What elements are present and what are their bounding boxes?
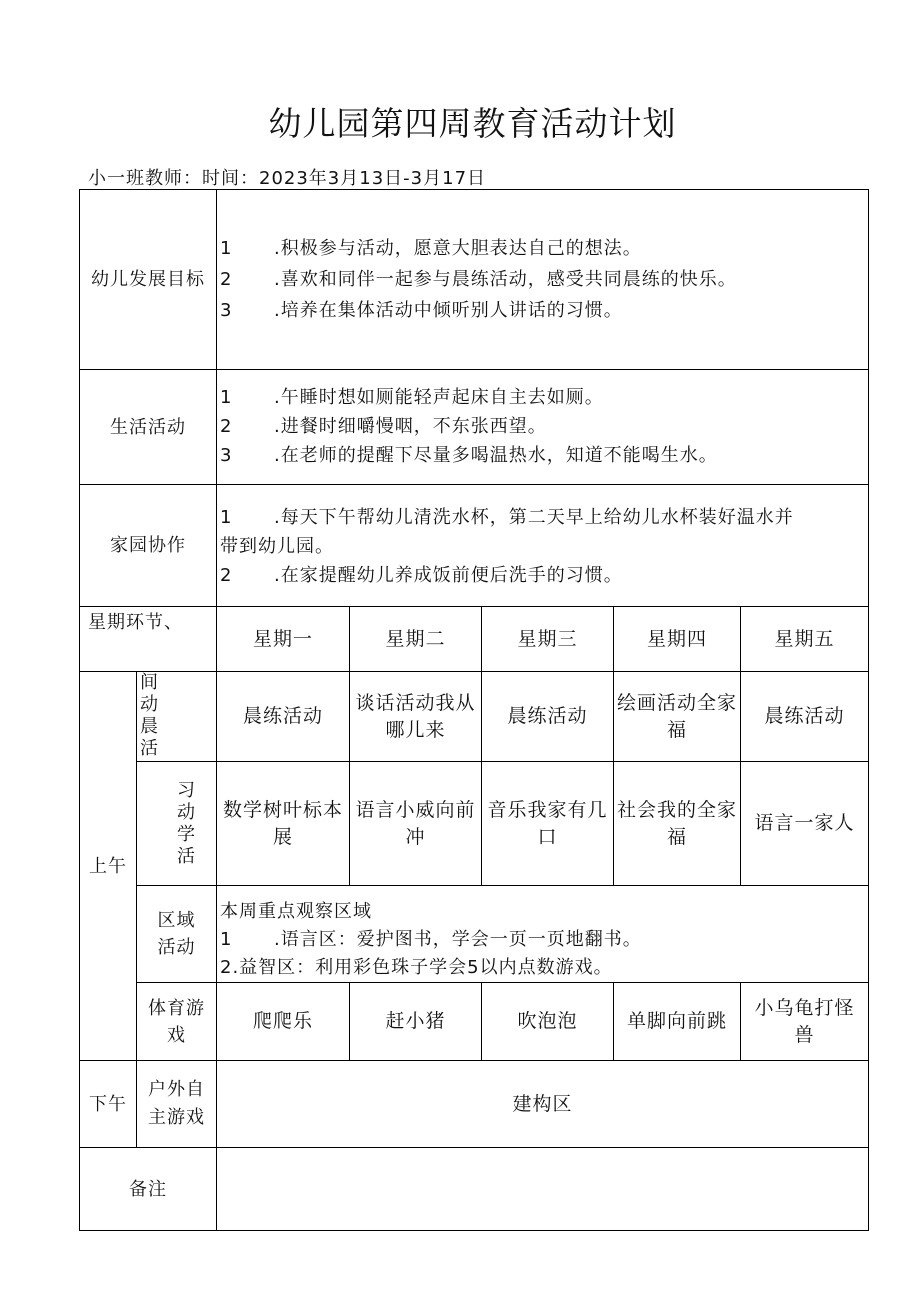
schedule-cell: 音乐我家有几口 <box>487 798 608 848</box>
afternoon-label: 下午 <box>89 1093 127 1115</box>
day-header: 星期一 <box>252 627 313 650</box>
notes-content <box>217 1148 868 1230</box>
home-list <box>220 503 794 590</box>
morning-label: 上午 <box>89 855 127 877</box>
area-heading: 本周重点观察区域 <box>220 901 372 922</box>
row-divider <box>136 885 869 886</box>
learning-activity-label <box>177 780 195 868</box>
list-item <box>220 441 718 470</box>
schedule-cell: 社会我的全家福 <box>616 798 737 848</box>
table-border-right <box>868 189 869 1231</box>
list-item <box>220 295 737 326</box>
schedule-cell: 晨练活动 <box>242 705 323 727</box>
list-item <box>220 412 718 441</box>
item-number: 2 <box>220 416 233 437</box>
life-label: 生活活动 <box>110 416 186 438</box>
item-number: 1 <box>220 507 233 528</box>
list-item <box>220 233 737 264</box>
schedule-cell: 绘画活动全家福 <box>616 691 737 741</box>
list-item: 2.益智区：利用彩色珠子学会5以内点数游戏。 <box>220 957 613 978</box>
schedule-cell: 数学树叶标本展 <box>222 798 343 848</box>
item-number: 3 <box>220 445 233 466</box>
morning-exercise-label <box>140 672 158 760</box>
life-list <box>220 383 718 470</box>
item-number: 1 <box>220 929 233 950</box>
item-text: .进餐时细嚼慢咽，不东张西望。 <box>274 416 547 437</box>
item-text: .积极参与活动，愿意大胆表达自己的想法。 <box>274 238 642 259</box>
label-char: 动 <box>177 802 195 823</box>
day-header: 星期二 <box>385 627 446 650</box>
schedule-cell: 谈话活动我从哪儿来 <box>355 691 476 741</box>
schedule-cell: 单脚向前跳 <box>626 1010 727 1032</box>
item-text: .午睡时想如厕能轻声起床自主去如厕。 <box>274 387 604 408</box>
day-header: 星期五 <box>774 627 835 650</box>
afternoon-content: 建构区 <box>512 1093 573 1115</box>
schedule-cell: 晨练活动 <box>764 705 845 727</box>
home-label: 家园协作 <box>110 535 186 556</box>
label-char: 习 <box>177 780 195 801</box>
schedule-cell: 小乌龟打怪兽 <box>754 996 855 1046</box>
notes-label: 备注 <box>129 1178 167 1200</box>
day-header: 星期三 <box>517 627 578 650</box>
item-number: 2 <box>220 269 233 290</box>
area-activity-label: 区域活动 <box>157 910 196 958</box>
label-char: 学 <box>177 824 195 845</box>
item-text: .培养在集体活动中倾听别人讲话的习惯。 <box>274 300 623 321</box>
page-title: 幼儿园第四周教育活动计划 <box>268 104 677 143</box>
goals-list <box>220 233 737 326</box>
item-text: .在老师的提醒下尽量多喝温热水，知道不能喝生水。 <box>274 445 718 466</box>
schedule-cell: 赶小猪 <box>385 1010 446 1032</box>
label-char: 活 <box>177 846 195 867</box>
header-corner-label: 星期环节、 <box>88 612 183 633</box>
outdoor-play-label: 户外自主游戏 <box>148 1079 205 1128</box>
schedule-cell: 语言小威向前冲 <box>355 798 476 848</box>
area-activity-content <box>220 898 642 982</box>
list-item <box>220 561 794 590</box>
class-teacher-date-line: 小一班教师：时间：2023年3月13日-3月17日 <box>88 168 487 189</box>
item-number: 1 <box>220 387 233 408</box>
list-item <box>220 503 794 532</box>
goals-label: 幼儿发展目标 <box>91 269 205 290</box>
schedule-cell: 晨练活动 <box>507 705 588 727</box>
list-item <box>220 926 642 954</box>
label-char: 间 <box>140 672 158 693</box>
list-item-continuation <box>220 532 794 561</box>
label-char: 动 <box>140 694 158 715</box>
schedule-cell: 爬爬乐 <box>252 1010 313 1032</box>
item-text: .语言区：爱护图书，学会一页一页地翻书。 <box>274 929 642 950</box>
item-number: 3 <box>220 300 233 321</box>
label-char: 活 <box>140 738 158 759</box>
list-item <box>220 383 718 412</box>
item-text: .每天下午帮幼儿清洗水杯，第二天早上给幼儿水杯装好温水并 <box>274 507 794 528</box>
day-header: 星期四 <box>646 627 707 650</box>
item-text: .在家提醒幼儿养成饭前便后洗手的习惯。 <box>274 565 623 586</box>
item-number: 2 <box>220 565 233 586</box>
item-number: 1 <box>220 238 233 259</box>
list-item <box>220 264 737 295</box>
schedule-cell: 吹泡泡 <box>517 1010 578 1032</box>
pe-game-label: 体育游戏 <box>148 997 205 1046</box>
label-char: 晨 <box>140 716 158 737</box>
item-text: .喜欢和同伴一起参与晨练活动，感受共同晨练的快乐。 <box>274 269 737 290</box>
item-text: 带到幼儿园。 <box>220 536 334 557</box>
table-border-bottom <box>79 1230 869 1231</box>
schedule-cell: 语言一家人 <box>754 812 855 834</box>
